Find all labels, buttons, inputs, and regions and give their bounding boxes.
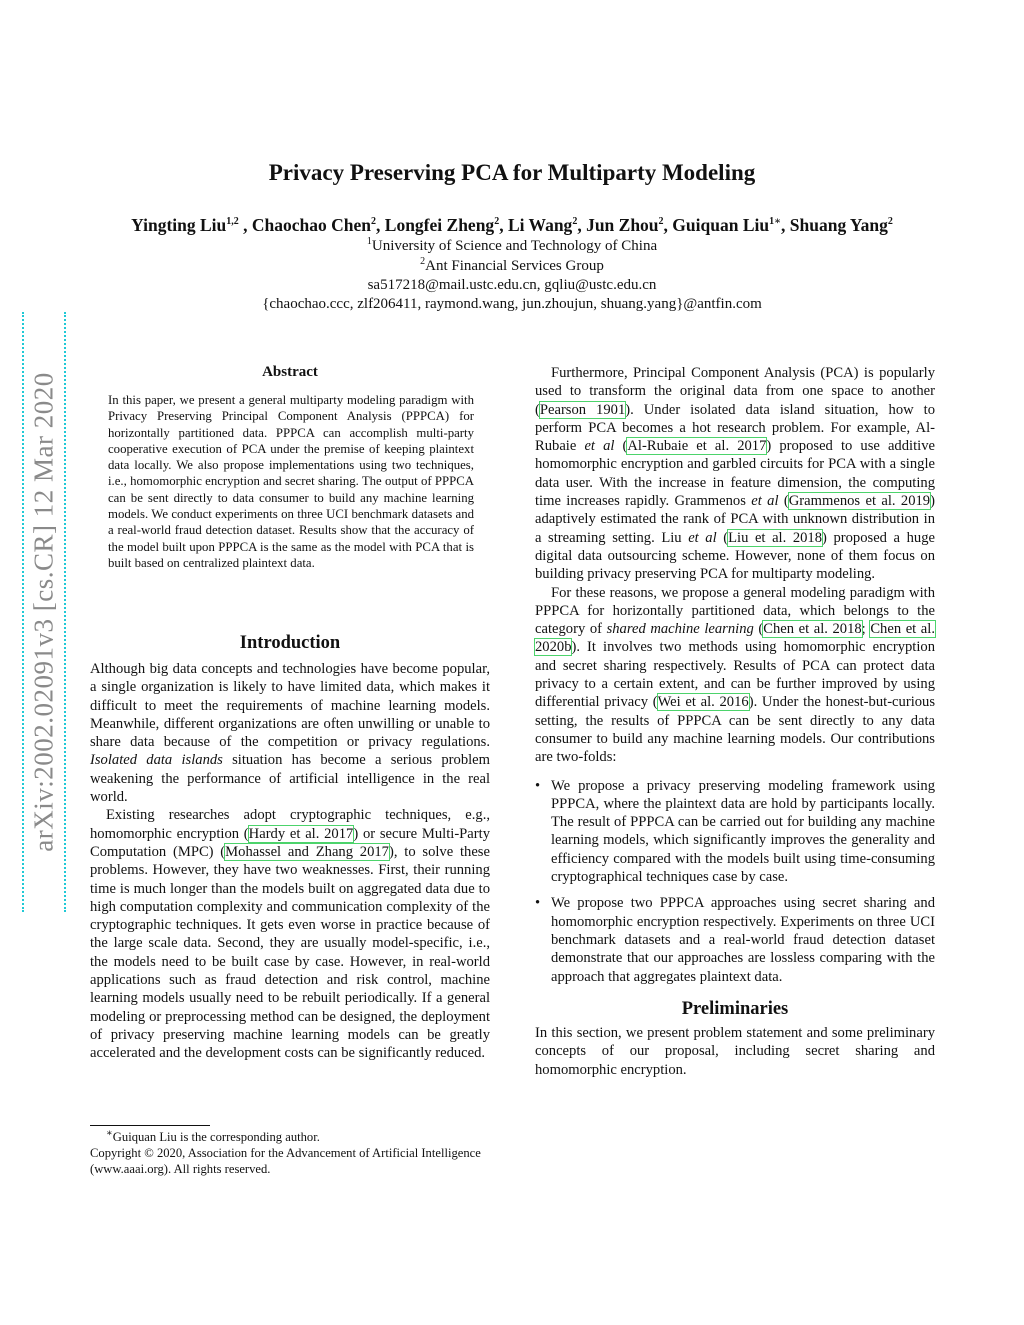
author-sep: , xyxy=(577,215,587,235)
author-list xyxy=(40,215,984,236)
footnote xyxy=(90,1129,490,1177)
citation-link[interactable]: Grammenos et al. 2019 xyxy=(788,493,931,510)
affiliation-text: University of Science and Technology of China xyxy=(371,238,658,254)
abstract-heading: Abstract xyxy=(262,364,318,380)
introduction-body xyxy=(90,660,490,1063)
emphasis: et al xyxy=(688,529,717,546)
right-paragraph-1 xyxy=(535,364,935,584)
intro-paragraph-2 xyxy=(90,806,490,1062)
paper-title: Privacy Preserving PCA for Multiparty Modeling xyxy=(268,160,756,185)
text-run: ), to solve these problems. However, they have two weaknesses. First, their running time is much longer than the models built on aggregated data due to high computation complexity and communication complexity of the cryptographic techniques. It gets even worse in practice because of the large scale data. Second, they are usually model-specific, i.e., the models need to be built case by case. However, in real-world applications such as fraud detection and risk control, machine learning models usually need to be rebuilt periodically. If a general modeling or preprocessing method can be designed, the deployment of privacy preserving machine learning models can be greatly accelerated and the development costs can be significantly reduced. xyxy=(90,843,490,1062)
citation-link[interactable]: Mohassel and Zhang 2017 xyxy=(225,843,389,860)
text-run: 2020, Association for the Advancement of Artificial Intelligence (www.aaai.org). All rights reserved. xyxy=(90,1146,481,1176)
author-name: Li Wang xyxy=(507,215,573,235)
text-run: ; xyxy=(861,621,871,638)
author-name: Shuang Yang xyxy=(789,215,888,235)
text-run: ). It involves two methods using homomorphic encryption and secret sharing respectively. Results of PCA can protect data privacy to a certain extent, and can be further improved by using differential privacy ( xyxy=(535,639,935,711)
author-sep: , xyxy=(499,215,508,235)
author-sup: 1,2 xyxy=(226,216,239,228)
right-paragraph-2 xyxy=(535,584,935,767)
copyright-notice xyxy=(90,1145,490,1177)
abstract-text: In this paper, we present a general multiparty modeling paradigm with Privacy Preserving Principal Component Analysis (PPPCA) for horizontally partitioned data. PPPCA can accomplish multi-party cooperative execution of PCA under the premise of keeping plaintext data locally. We also propose implementations using two techniques, i.e., homomorphic encryption and secret sharing. The output of PPPCA can be sent directly to data consumer to build any machine learning models. We conduct experiments on three UCI benchmark datasets and a real-world fraud detection dataset. Results show that the accuracy of the model built upon PPPCA is the same as the model with PCA that is built based on centralized plaintext data. xyxy=(108,393,474,570)
bullet-icon: • xyxy=(535,895,541,912)
footnote-text: Guiquan Liu is the corresponding author. xyxy=(112,1130,320,1144)
affiliation-sup: 1 xyxy=(366,236,372,247)
right-column xyxy=(535,364,935,1079)
copyright-icon: © xyxy=(144,1146,154,1160)
author-sup: 2 xyxy=(658,216,664,228)
citation-link[interactable]: Liu et al. 2018 xyxy=(728,529,823,546)
text-run: For these reasons, we propose a general modeling paradigm with PPPCA for horizontally partitioned data, which belongs to the category of xyxy=(535,584,935,638)
author-sup: 2 xyxy=(572,216,578,228)
text-run: ). Under the honest-but-curious setting, the results of PPPCA can be sent directly to any data consumer to build any machine learning models. Our contributions are two-folds: xyxy=(535,694,936,766)
emphasis: Isolated data islands xyxy=(90,752,223,769)
bullet-icon: • xyxy=(535,777,541,794)
author-sep: , xyxy=(781,215,790,235)
affiliation-2 xyxy=(0,258,1024,275)
author-sep: , xyxy=(238,215,252,235)
intro-paragraph-1 xyxy=(90,660,490,806)
affiliation-text: Ant Financial Services Group xyxy=(425,258,604,274)
text-run: ) proposed to use additive homomorphic encryption and garbled circuits for PCA with a single data user. With the increase in feature dimension, the computing time increases rapidly. Grammenos xyxy=(535,438,935,510)
text-run: ( xyxy=(716,529,729,546)
citation-link[interactable]: Wei et al. 2016 xyxy=(657,694,749,711)
text-run: ) proposed a huge digital data outsourcing scheme. However, none of them focus on building privacy preserving PCA for multiparty modeling. xyxy=(535,529,935,583)
footnote-mark: ∗ xyxy=(106,1127,113,1139)
list-item-text: We propose two PPPCA approaches using secret sharing and homomorphic encryption respectively. Experiments on three UCI benchmark datasets and a real-world fraud detection dataset demonstrate that our approaches are lossless comparing with the approach that aggregates plaintext data. xyxy=(551,895,935,985)
author-name: Chaochao Chen xyxy=(251,215,372,235)
text-run: situation has become a serious problem weakening the performance of artificial intelligence in the real world. xyxy=(90,752,490,806)
text-run: ( xyxy=(753,621,764,638)
author-name: Longfei Zheng xyxy=(384,215,495,235)
citation-link[interactable]: Hardy et al. 2017 xyxy=(248,825,354,842)
author-sep: , xyxy=(663,215,673,235)
footnote-corresponding xyxy=(90,1129,490,1145)
emphasis: et al xyxy=(751,493,779,510)
author-sep: , xyxy=(376,215,385,235)
author-sup: 2 xyxy=(494,216,500,228)
author-sup: 1∗ xyxy=(769,216,782,228)
arxiv-stamp xyxy=(22,312,66,912)
introduction-heading: Introduction xyxy=(239,633,341,653)
text-run: Furthermore, Principal Component Analysis (PCA) is popularly used to transform the original data from one space to another ( xyxy=(535,365,935,418)
author-name: Guiquan Liu xyxy=(672,215,770,235)
list-item xyxy=(535,777,935,887)
affiliation-1 xyxy=(0,238,1024,255)
text-run: ) adaptively estimated the rank of PCA with unknown distribution in a streaming setting. Liu xyxy=(535,493,935,546)
contribution-list xyxy=(535,777,935,986)
text-run: ). Under isolated data island situation, how to perform PCA becomes a hot research problem. For example, Al-Rubaie xyxy=(535,401,935,455)
preliminaries-heading: Preliminaries xyxy=(681,998,789,1019)
author-name: Jun Zhou xyxy=(586,215,659,235)
list-item xyxy=(535,894,935,985)
text-run: Existing researches adopt cryptographic techniques, e.g., homomorphic encryption ( xyxy=(90,807,490,842)
citation-link[interactable]: Pearson 1901 xyxy=(539,401,626,418)
emphasis: shared machine learning xyxy=(606,621,754,638)
author-sup: 2 xyxy=(371,216,377,228)
text-run: ( xyxy=(778,493,789,510)
citation-link[interactable]: Al-Rubaie et al. 2017 xyxy=(627,438,767,455)
affiliation-sup: 2 xyxy=(420,256,426,267)
author-sup: 2 xyxy=(887,216,893,228)
email-line-1: sa517218@mail.ustc.edu.cn, gqliu@ustc.edu.cn xyxy=(367,277,657,293)
preliminaries-paragraph: In this section, we present problem statement and some preliminary concepts of our proposal, including secret sharing and homomorphic encryption. xyxy=(535,1025,935,1078)
email-line-2: {chaochao.ccc, zlf206411, raymond.wang, jun.zhoujun, shuang.yang}@antfin.com xyxy=(262,296,762,312)
emphasis: et al xyxy=(584,438,615,455)
text-run: Although big data concepts and technologies have become popular, a single organization is likely to have limited data, which makes it difficult to meet the requirements of machine learning models. Meanwhile, different organizations are often unwilling or unable to share data because of the competition or privacy regulations. xyxy=(90,661,490,751)
citation-link[interactable]: Chen et al. 2020b xyxy=(535,621,935,656)
text-run: ( xyxy=(614,438,628,455)
citation-link[interactable]: Chen et al. 2018 xyxy=(763,621,862,638)
text-run: ) or secure Multi-Party Computation (MPC) ( xyxy=(90,825,490,860)
text-run: Copyright xyxy=(90,1146,145,1160)
footnote-rule xyxy=(90,1125,210,1126)
list-item-text: We propose a privacy preserving modeling framework using PPPCA, where the plaintext data are hold by participants locally. The result of PPPCA can be carried out for building any machine learning models, which significantly improves the generality and efficiency compared with the models built using time-consuming cryptographical techniques case by case. xyxy=(551,777,935,886)
author-name: Yingting Liu xyxy=(131,215,227,235)
arxiv-stamp-text: arXiv:2002.02091v3 [cs.CR] 12 Mar 2020 xyxy=(28,372,59,852)
